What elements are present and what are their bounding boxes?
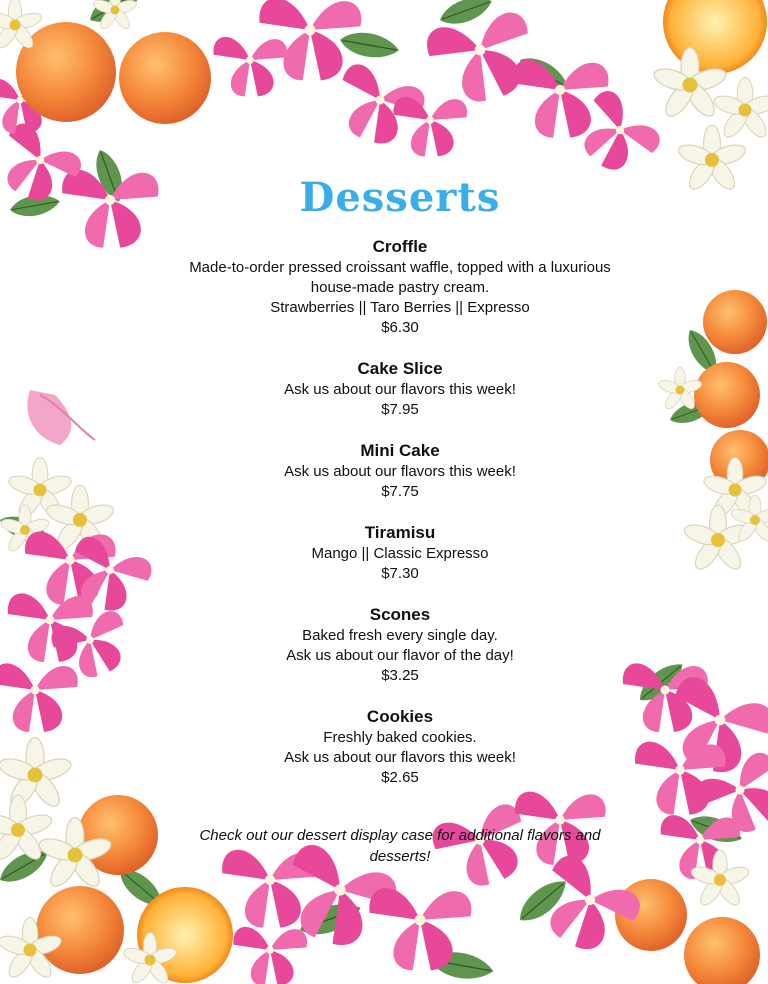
item-price: $7.95 [381, 401, 419, 418]
item-description: Baked fresh every single day. [302, 627, 498, 644]
item-price: $3.25 [381, 667, 419, 684]
item-description: Ask us about our flavor of the day! [286, 647, 514, 664]
item-description: Freshly baked cookies. [323, 729, 477, 746]
item-name: Cake Slice [357, 359, 443, 378]
top-right-floral-cluster [652, 0, 768, 193]
dessert-menu [150, 172, 650, 788]
orange-fruit-icon [119, 32, 211, 124]
item-description: Made-to-order pressed croissant waffle, topped with a luxurious [189, 259, 611, 276]
orange-fruit-icon [703, 290, 767, 354]
item-flavors: Mango || Classic Expresso [311, 545, 489, 562]
item-name: Mini Cake [360, 441, 440, 460]
orange-fruit-icon [684, 917, 760, 984]
item-name: Cookies [366, 707, 434, 726]
top-center-floral-cluster [213, 0, 666, 186]
item-description: Ask us about our flavors this week! [284, 749, 516, 766]
orange-fruit-icon [36, 886, 124, 974]
item-price: $7.30 [381, 565, 419, 582]
menu-item-croffle [150, 236, 650, 338]
item-name: Scones [369, 605, 431, 624]
bottom-center-floral-cluster [222, 792, 647, 984]
item-price: $6.30 [381, 319, 419, 336]
orange-fruit-icon [694, 362, 760, 428]
menu-item-tiramisu [150, 522, 650, 584]
item-description: Ask us about our flavors this week! [284, 381, 516, 398]
item-name: Tiramisu [364, 523, 436, 542]
item-name: Croffle [372, 237, 428, 256]
item-description: Ask us about our flavors this week! [284, 463, 516, 480]
item-price: $2.65 [381, 769, 419, 786]
orange-slice-icon [663, 0, 767, 74]
item-price: $7.75 [381, 483, 419, 500]
menu-item-cookies [150, 706, 650, 788]
item-description: house-made pastry cream. [310, 279, 490, 296]
footer-note: Check out our dessert display case for additional flavors and desserts! [199, 827, 601, 865]
page-title: Desserts [299, 174, 501, 221]
menu-item-scones [150, 604, 650, 686]
item-flavors: Strawberries || Taro Berries || Expresso [270, 299, 530, 316]
left-middle-floral-cluster [0, 390, 156, 732]
menu-item-mini-cake [150, 440, 650, 502]
right-middle-floral-cluster [657, 290, 768, 573]
menu-item-cake-slice [150, 358, 650, 420]
